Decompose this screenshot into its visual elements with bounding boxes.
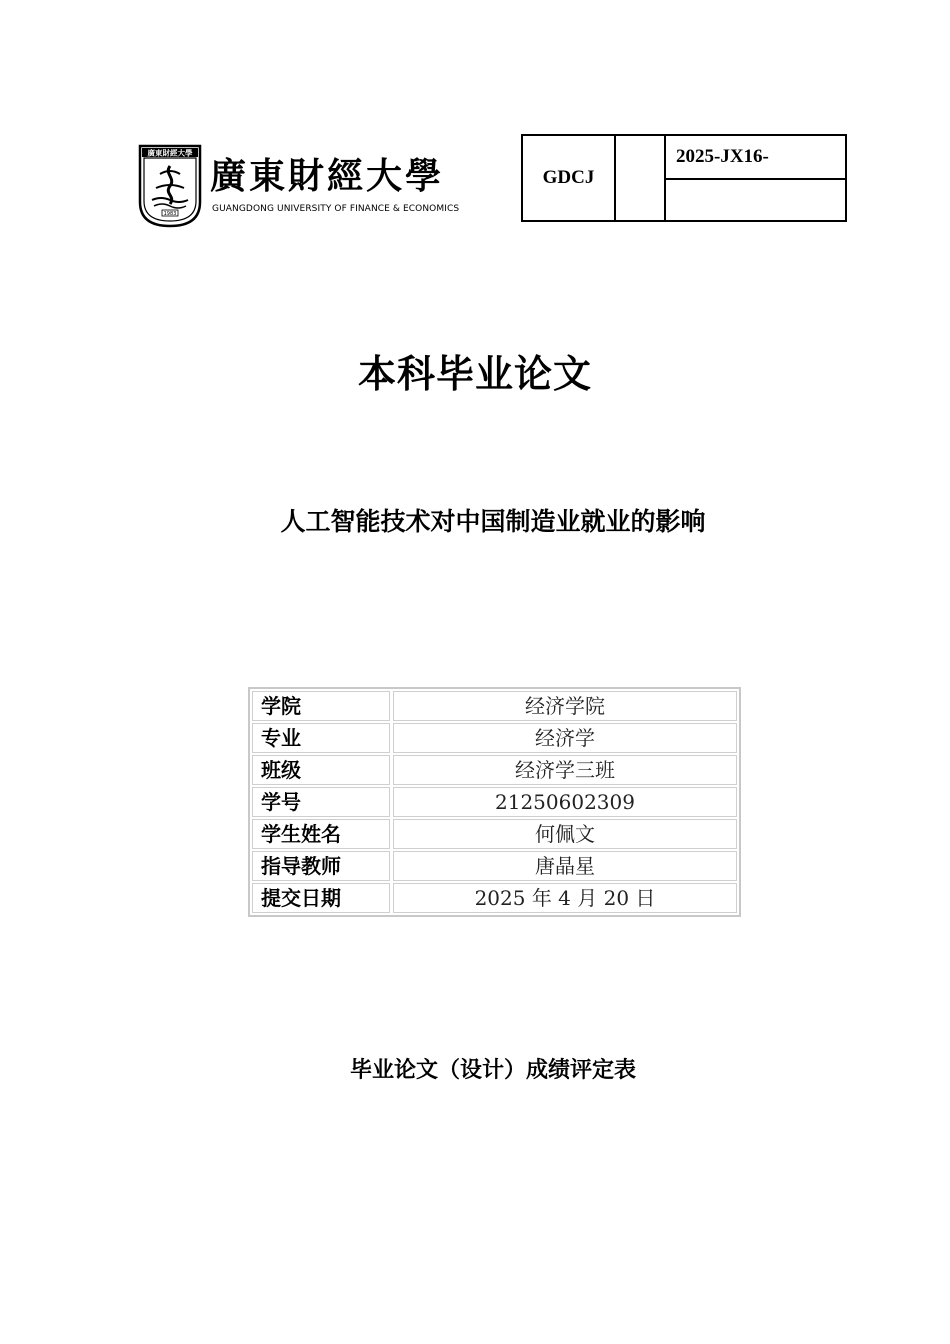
table-row [252,851,737,881]
university-logo [138,144,463,228]
info-value: 2025 年 4 月 20 日 [393,883,737,913]
info-label: 班级 [252,755,390,785]
table-row [252,755,737,785]
info-value: 何佩文 [393,819,737,849]
table-row [252,787,737,817]
document-code-box [521,134,847,222]
info-label: 学生姓名 [252,819,390,849]
svg-text:廣東財經大學: 廣東財經大學 [147,148,193,158]
code-prefix: GDCJ [523,136,616,220]
university-name-en: GUANGDONG UNIVERSITY OF FINANCE & ECONOMICS [212,204,460,214]
university-seal-icon [138,144,202,228]
info-value: 唐晶星 [393,851,737,881]
info-value: 经济学 [393,723,737,753]
code-number: 2025-JX16- [666,136,845,180]
info-value: 经济学三班 [393,755,737,785]
info-table [248,687,741,917]
main-title: 本科毕业论文 [357,352,592,396]
info-label: 指导教师 [252,851,390,881]
info-value: 21250602309 [393,787,737,817]
info-label: 专业 [252,723,390,753]
info-label: 学院 [252,691,390,721]
table-row [252,819,737,849]
info-label: 学号 [252,787,390,817]
code-blank-cell-lower [666,180,845,220]
thesis-title: 人工智能技术对中国制造业就业的影响 [280,507,706,536]
grading-form-title: 毕业论文（设计）成绩评定表 [349,1058,636,1083]
table-row [252,883,737,913]
code-blank-cell [616,136,666,220]
info-value: 经济学院 [393,691,737,721]
table-row [252,723,737,753]
info-label: 提交日期 [252,883,390,913]
svg-text:1983: 1983 [163,211,177,217]
university-name-cn: 廣東財經大學 [210,155,445,197]
table-row [252,691,737,721]
